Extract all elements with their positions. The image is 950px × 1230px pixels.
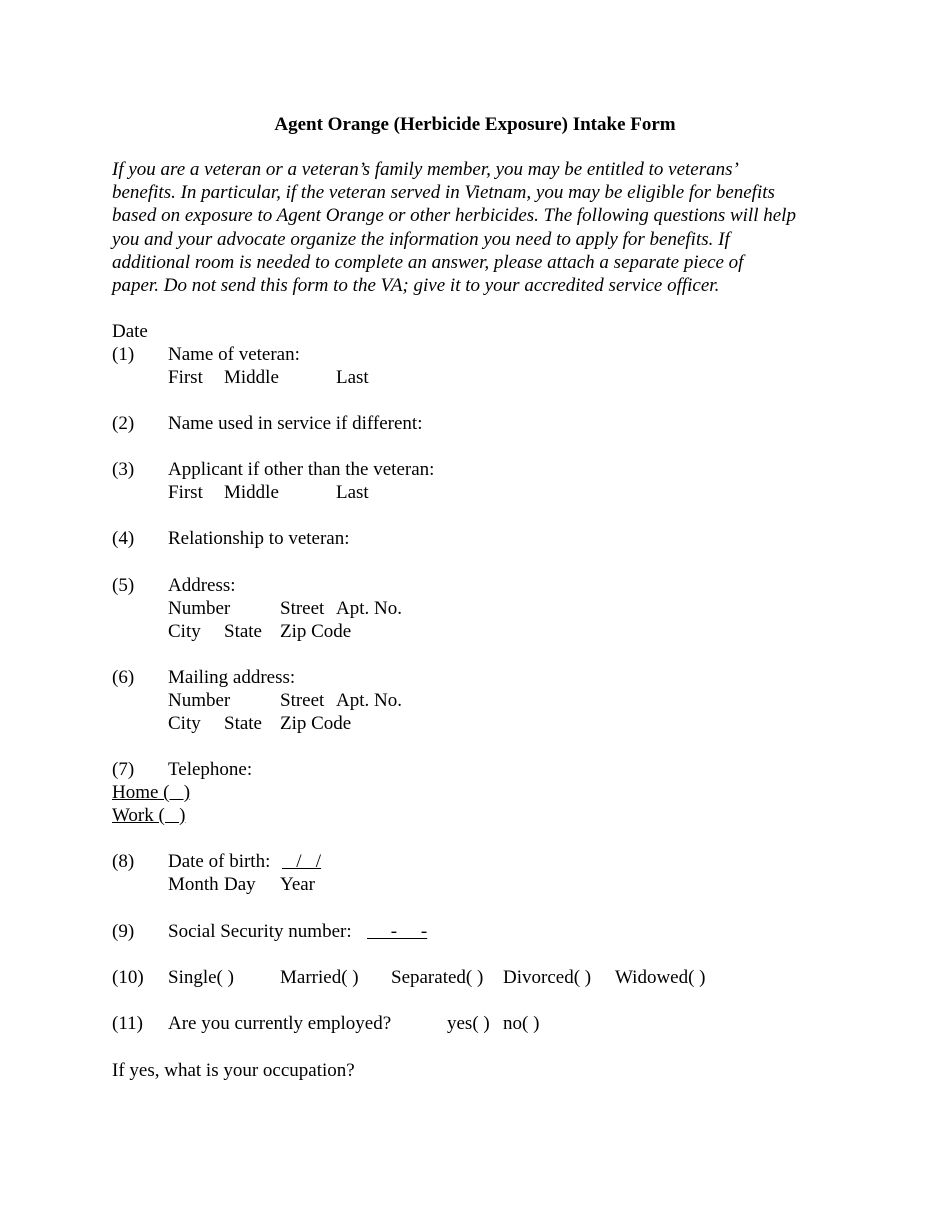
q3-middle-label: Middle [224, 482, 279, 503]
q1-number: (1) [112, 344, 135, 365]
q9-label: Social Security number: [168, 921, 352, 942]
q5-state-label: State [224, 621, 262, 642]
occupation-question: If yes, what is your occupation? [112, 1060, 355, 1081]
q3-last-label: Last [336, 482, 369, 503]
intro-line: If you are a veteran or a veteran’s family member, you may be entitled to veterans’ [112, 159, 739, 180]
q5-city-label: City [168, 621, 201, 642]
q3-label: Applicant if other than the veteran: [168, 459, 435, 480]
q5-street-label: Street [280, 598, 325, 619]
q6-street-label: Street [280, 690, 325, 711]
intro-line: paper. Do not send this form to the VA; give it to your accredited service officer. [112, 274, 720, 296]
intro-line: additional room is needed to complete an answer, please attach a separate piece of [112, 251, 744, 273]
q9-number: (9) [112, 921, 135, 942]
q6-apt-label: Apt. No. [336, 690, 402, 711]
q4-label: Relationship to veteran: [168, 528, 350, 549]
q6-state-label: State [224, 713, 262, 734]
work-phone-field[interactable]: Work ( ) [112, 805, 186, 826]
separated-checkbox[interactable]: Separated( ) [391, 967, 484, 988]
q1-last-label: Last [336, 367, 369, 388]
q1-middle-label: Middle [224, 367, 279, 388]
q8-label: Date of birth: [168, 851, 271, 872]
q5-number: (5) [112, 575, 135, 596]
no-checkbox[interactable]: no( ) [503, 1013, 540, 1034]
intro-line: benefits. In particular, if the veteran served in Vietnam, you may be eligible for benefits [112, 182, 775, 204]
single-checkbox[interactable]: Single( ) [168, 967, 234, 988]
q2-number: (2) [112, 413, 135, 434]
form-title: Agent Orange (Herbicide Exposure) Intake Form [274, 114, 676, 135]
q6-number-label: Number [168, 690, 231, 711]
q11-label: Are you currently employed? [168, 1013, 392, 1034]
q8-year-label: Year [280, 874, 316, 895]
divorced-checkbox[interactable]: Divorced( ) [503, 967, 592, 988]
q6-city-label: City [168, 713, 201, 734]
q5-zip-label: Zip Code [280, 621, 352, 642]
q6-number: (6) [112, 667, 135, 688]
q7-label: Telephone: [168, 759, 253, 780]
q5-number-label: Number [168, 598, 231, 619]
yes-checkbox[interactable]: yes( ) [447, 1013, 490, 1034]
q4-number: (4) [112, 528, 135, 549]
married-checkbox[interactable]: Married( ) [280, 967, 359, 988]
q8-month-label: Month [168, 874, 219, 895]
intro-line: based on exposure to Agent Orange or other herbicides. The following questions will help [112, 205, 796, 227]
ssn-field[interactable]: - - [367, 921, 428, 942]
q10-number: (10) [112, 967, 144, 988]
date-of-birth-field[interactable]: / / [282, 851, 322, 872]
q3-first-label: First [168, 482, 203, 503]
intro-paragraph [112, 158, 852, 297]
q7-number: (7) [112, 759, 135, 780]
home-phone-field[interactable]: Home ( ) [112, 782, 191, 803]
q6-label: Mailing address: [168, 667, 296, 688]
intro-line: you and your advocate organize the information you need to apply for benefits. If [112, 228, 730, 250]
q6-zip-label: Zip Code [280, 713, 352, 734]
q2-label: Name used in service if different: [168, 413, 423, 434]
date-label: Date [112, 321, 148, 342]
q8-number: (8) [112, 851, 135, 872]
widowed-checkbox[interactable]: Widowed( ) [615, 967, 706, 988]
q3-number: (3) [112, 459, 135, 480]
q11-number: (11) [112, 1013, 143, 1034]
q5-label: Address: [168, 575, 236, 596]
q1-first-label: First [168, 367, 203, 388]
q8-day-label: Day [224, 874, 256, 895]
q5-apt-label: Apt. No. [336, 598, 402, 619]
q1-label: Name of veteran: [168, 344, 300, 365]
